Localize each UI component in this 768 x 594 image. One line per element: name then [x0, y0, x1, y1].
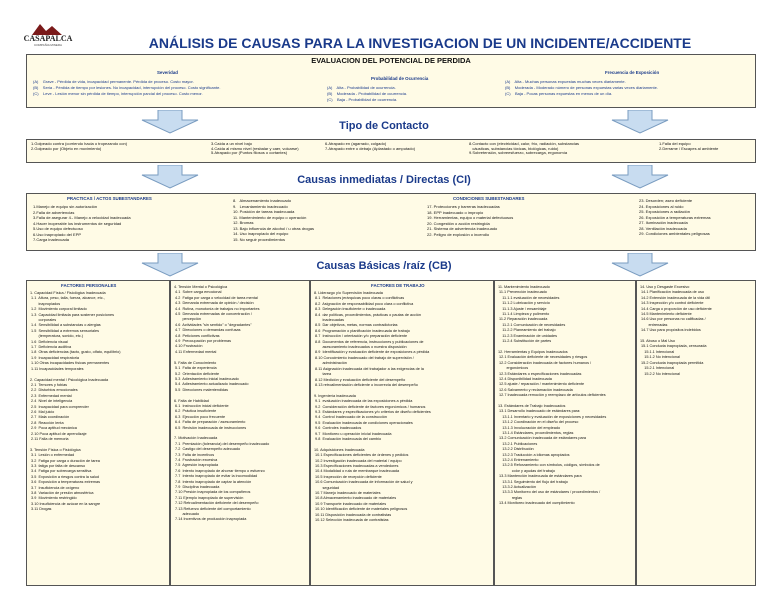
- basicas-col-5: 14. Uso y Desgaste Excesivo 14.1 Planificación inadecuada de uso 14.2 Extensión inadecuada de la vida útil 14.3 Inspección y/o control deficiente 14.4 Carga o proporción de uso deficiente 14.5 Mantenimiento deficiente 14.6 Uso por personas no calificadas / entrenadas 14.7 Uso para propósitos indebidos 15. Abuso o Mal Uso 15.1 Conducta inapropiada, censurada 15.1.1 Intencional 15.1.2 No intencional 15.2 Conducta inapropiada permitida 15.2.1 Intencional 15.2.2 No intencional: [640, 285, 712, 376]
- probabilidad-line-c: (C) Baja - Probabilidad de ocurrencia.: [327, 97, 398, 102]
- contacto-col-4: 8.Contacto con (electricidad, calor, frío, radiación, substancias cáusticas, substancias tóxicas, biológicas, ruido) 9.Sobretensión, sobreesfuerzo, sobrecarga, ergonomía: [469, 141, 580, 156]
- contacto-col-1: 1.Golpeado contra (corriendo hacia o tropezando con) 2.Golpeado por (Objeto en movimiento): [31, 141, 128, 151]
- exposicion-line-c: (C) Baja - Pocas personas expuestas en menos de un día.: [505, 91, 613, 96]
- contacto-col-5: 1.Falla del equipo 2.Derrame / Escapes al ambiente: [659, 141, 719, 151]
- contacto-col-2: 3.Caída a un nivel bajo 4.Caída al mismo nivel (resbalar y caer, volcarse) 5.Atrapado por (Puntos filosos o cortantes): [211, 141, 299, 156]
- contacto-col-3: 6.Atrapado en (agarrado, colgado) 7.Atrapado entre o debajo (Aplastado o amputado): [325, 141, 416, 151]
- basicas-col-4: 11. Mantenimiento Inadecuado 11.1 Prevención inadecuado 11.1.1 evaluación de necesidades 11.1.2 Lubricación y servicio 11.1.3 Ajuste / ensamblaje 11.1.4 Limpieza y pulimento 11.2 Reparación inadecuada 11.2.1 Comunicación de necesidades 11.2.2 Planeamiento del trabajo 11.2.3 Examinación de unidades 11.2.4 Substitución de partes 12. Herramientas y Equipos Inadecuados 12.1 Evaluación deficiente de necesidades y riesgos 12.2 Consideración inadecuada de factores humanos / ergonómicos 12.3 Estándares o especificaciones inadecuadas 12.4 Disponibilidad inadecuada 12.5 ajuste / reparación / mantenimiento deficiente 12.6 Salvamento y reclamación inadecuada 12.7 Inadecuada remoción y reemplazo de artículos deficientes 13. Estándares de Trabajo Inadecuados 13.1 Desarrollo inadecuado de estándares para: 13.1.1 Inventario y evaluación de exposiciones y necesidades 13.1.2 Coordinación en el diseño del proceso 13.1.3 Involucración del empleado 13.1.4 Estándares, procedimientos, reglas 13.2 Comunicación inadecuada de estándares para 13.2.1 Publicaciones 13.2.2 Distribución 13.2.3 Traducción a idiomas apropiados 13.2.4 Entrenamiento 13.2.5 Reforzamiento con símbolos, códigos, símbolos de color y ayudas del trabajo 13.3 Mantención inadecuada de estándares para 13.3.1 Seguimiento del flujo del trabajo 13.3.2 Actualización 13.3.3 Monitoreo del uso de estándares / procedimientos / reglas 13.4 Monitoreo inadecuado del cumplimiento: [498, 285, 607, 506]
- severidad-line-c: (C) Leve - Lesión menor sin pérdida de tiempo, interrupción parcial del proceso. Costo menor.: [33, 91, 203, 96]
- severidad-line-b: (B) Seria - Pérdida de tiempo por lesiones. No incapacidad, interrupción del proceso. Costo significante.: [33, 85, 221, 90]
- basicas-col-1: 1. Capacidad Física / Fisiológica Inadecuada 1.1 Altura, peso, talla, fuerza, alcance, etc., inapropiados 1.2 Movimiento corporal limitado 1.3 Capacidad limitada para sostener posiciones corporales 1.4 Sensibilidad a substancias o alergias 1.5 Sensibilidad a extremos sensoriales (temperatura, sonido, etc.) 1.6 Deficiencia visual 1.7 Deficiencia auditiva 1.8 Otras deficiencias (tacto, gusto, olfato, equilibrio) 1.9 Incapacidad respiratoria 1.10 Otras incapacidades físicas permanentes 1.11 Incapacidades temporales 2. Capacidad mental / Psicológica Inadecuada 2.1 Temores y fobias 2.2 Disturbios emocionales 2.3 Enfermedad mental 2.4 Nivel de inteligencia 2.5 Incapacidad para comprender 2.6 Mal juicio 2.7 Mala coordinación 2.8 Reacción lenta 2.9 Poca aptitud mecánica 2.10 Poca aptitud de aprendizaje 2.11 Falla de memoria 3. Tensión Física o Fisiológica 3.1 Lesión o enfermedad 3.2 Fatiga por carga o duración de tarea 3.3 fatiga por falta de descanso 3.4 Fatiga por sobrecarga sensitiva 3.5 Exposición a riesgos contra la salud 3.6 Exposición a temperaturas extremas 3.7 Insuficiencia de oxígeno 3.8 Variación de presión atmosférica 3.9 Movimiento restringido 3.10 Insuficiencia de azúcar en la sangre 3.11 Drogas: [30, 291, 121, 512]
- page-title: ANÁLISIS DE CAUSAS PARA LA INVESTIGACION DE UN INCIDENTE/ACCIDENTE: [148, 35, 692, 51]
- exposicion-title: Frecuencia de Exposición: [605, 70, 660, 75]
- basicas-col5-box: [636, 280, 756, 586]
- condiciones-list-2: 23. Desorden; aseo deficiente 24. Exposiciones al ruido 25. Exposiciones a radiación 26. Exposición a temperaturas extremas 27. Iluminación inadecuada 28. Ventilación inadecuada 29. Condiciones ambientales peligrosas: [639, 198, 711, 236]
- condiciones-title: CONDICIONES SUBESTANDARES: [453, 196, 525, 201]
- practicas-list-2: 8. Almacenamiento inadecuado 9. Levantamiento inadecuado 10. Posición de tareas inadecuada 11. Mantenimiento de equipo o operación 12. Bromas 13. Bajo influencia de alcohol / u otras drogas 14. Uso inapropiado del equipo 15. No seguir procedimientos: [233, 198, 314, 242]
- basicas-heading: Causas Básicas /raíz (CB): [316, 260, 452, 272]
- probabilidad-line-a: (A) Alta - Probabilidad de ocurrencia.: [327, 85, 396, 90]
- logo-text: CASAPALCA: [23, 34, 73, 43]
- basicas-trabajo-box: [310, 280, 494, 586]
- basicas-col-3: 8. Liderazgo y/o Supervisión Inadecuada 8.1 Relaciones jerárquicas poco claras o conflictivas 8.2 Asignación de responsabilidad poco clara o conflictiva 8.3 Delegación insuficiente o inadecuada 8.4 dar políticas, procedimientos, prácticas o pautas de acción inadecuadas 8.5 Dar objetivos, metas, normas contradictorias 8.6 Programación o planificación inadecuada de trabajo 8.7 Instrucción / orientación y/o preparación deficiente 8.8 Documentos de referencia, instrucciones y publicaciones de asesoramiento inadecuados o nuestra disposición 8.9 Identificación y evaluación deficiente de exposiciones a pérdida 8.10 Conocimiento inadecuado del trabajo de supervisión / administración 8.11 Asignación inadecuada del trabajador a las exigencias de la tarea 8.12 Medición y evaluación deficiente del desempeño 8.13 retroalimentación deficiente o incorrecta del desempeño 9. Ingeniería inadecuada 9.1 evaluación inadecuada de las exposiciones a pérdida 9.2 Consideración deficiente de factores ergonómicos / humanos 9.3 Estándares y especificaciones y/o criterios de diseño deficientes 9.4 Control inadecuado de la construcción 9.5 Evaluación inadecuada de condiciones operacionales 9.6 Controles inadecuados 9.7 Monitoreo u operación inicial inadecuada 9.8 Evaluación inadecuada del cambio 10. Adquisiciones Inadecuada 10.1 Especificaciones deficientes de órdenes y pedidos 10.2 Investigación inadecuada del material / equipo 10.3 Especificaciones inadecuadas a vendedores 10.4 Modalidad o ruta de membarque inadecuada 10.5 Inspección de recepción deficiente 10.6 Comunicación inadecuada de información de salud y seguridad 10.7 Manejo inadecuado de materiales 10.8 Almacenamiento inadecuado de materiales 10.9 Transporte inadecuado de materiales 10.10 Identificación deficiente de materiales peligrosos 10.11 Disposición inadecuada de contratistas 10.12 Selección inadecuada de contratistas: [314, 291, 431, 523]
- basicas-col-2: 4. Tensión Mental o Psicológica 4.1 Sobre carga emocional 4.2 Fatiga por carga o velocidad de tarea mental 4.3 Demanda extremada de opinión / decisión 4.4 Rutina, monotonía de trabajos no importantes 4.5 Demanda extremadas de concentración / percepción 4.6 Actividades "sin sentido" o "degradantes" 4.7 Direcciones o demandas confusas 4.8 Peticiones conflictivas 4.9 Preocupación por problemas 4.10 Frustración 4.11 Enfermedad mental 5. Falta de Conocimiento 5.1 Falta de experiencia 5.2 Orientación deficiente 5.3 Adiestramiento inicial inadecuado 5.4 Adiestramiento actualizado inadecuado 5.5 Direcciones malentendidas 6. Falta de Habilidad 6.1 Instrucción inicial deficiente 6.2 Práctica insuficiente 6.3 Ejecución poco frecuente 6.4 Falta de preparación / asesoramiento 6.5 Revisión inadecuada de instrucciones 7. Motivación Inadecuada 7.1 Premiación (tolerancia) del desempeño inadecuado 7.2 Castigo del desempeño adecuado 7.3 Falta de incentivos 7.4 Frustración excesiva 7.5 Agresión inapropiada 7.6 Intento inapropiado de ahorrar tiempo o esfuerzo 7.7 Intento inapropiado de evitar la incomodidad 7.8 Intento inapropiado de captar la atención 7.9 Disciplina inadecuada 7.10 Presión inapropiada de los compañeros 7.11 Ejemplo inapropiado de supervisión 7.12 Retroalimentación deficiente del desempeño 7.13 Refuerzo deficiente del comportamiento adecuado 7.14 Incentivos de producción inapropiada: [174, 285, 270, 522]
- inmediatas-box: [26, 193, 756, 251]
- personales-title: FACTORES PERSONALES: [61, 283, 117, 288]
- trabajo-title: FACTORES DE TRABAJO: [371, 283, 425, 288]
- probabilidad-title: Probabilidad de Ocurrencia: [371, 76, 429, 81]
- inmediatas-heading: Causas inmediatas / Directas (CI): [297, 174, 471, 186]
- basicas-col2-box: [170, 280, 310, 586]
- severidad-title: Severidad: [157, 70, 178, 75]
- logo-subtext: COMPAÑIA MINERA: [33, 43, 63, 47]
- contacto-box: [26, 139, 756, 163]
- contacto-heading: Tipo de Contacto: [339, 120, 429, 132]
- severidad-line-a: (A) Grave - Pérdida de vida, incapacidad permanente. Pérdida de proceso. Costo mayor.: [33, 79, 194, 84]
- evaluation-box: [26, 54, 756, 108]
- basicas-col4-box: [494, 280, 636, 586]
- practicas-list: 1.Manejo de equipo sin autorización 2.Falla de advertencias 3.Falla de asegurar 4.- Manejo a velocidad inadecuada 4.Hacer inoperable los instrumentos de seguridad 5.Uso de equipo defectuoso 6.Uso inapropiado del EPP 7.Carga inadecuada: [33, 204, 131, 242]
- company-logo: [22, 22, 74, 48]
- exposicion-line-b: (B) Moderada - Moderado número de personas expuestas varias veces diariamente.: [505, 85, 658, 90]
- practicas-title: PRACTICAS / ACTOS SUBESTANDARES: [67, 196, 152, 201]
- exposicion-line-a: (A) Alta - Muchas personas expuestas muchas veces diariamente.: [505, 79, 626, 84]
- condiciones-list: 17. Protecciones y barreras inadecuadas 18. EPP inadecuado o impropio 19. Herramientas, equipo o material defectuosos 20. Congestión o acción restringida 21. Sistema de advertencia inadecuado 22. Peligro de explosión o incendio: [427, 204, 514, 237]
- probabilidad-line-b: (B) Moderada - Probabilidad de ocurrencia.: [327, 91, 408, 96]
- evaluation-heading: EVALUACION DEL POTENCIAL DE PERDIDA: [311, 56, 471, 65]
- basicas-personales-box: [26, 280, 170, 586]
